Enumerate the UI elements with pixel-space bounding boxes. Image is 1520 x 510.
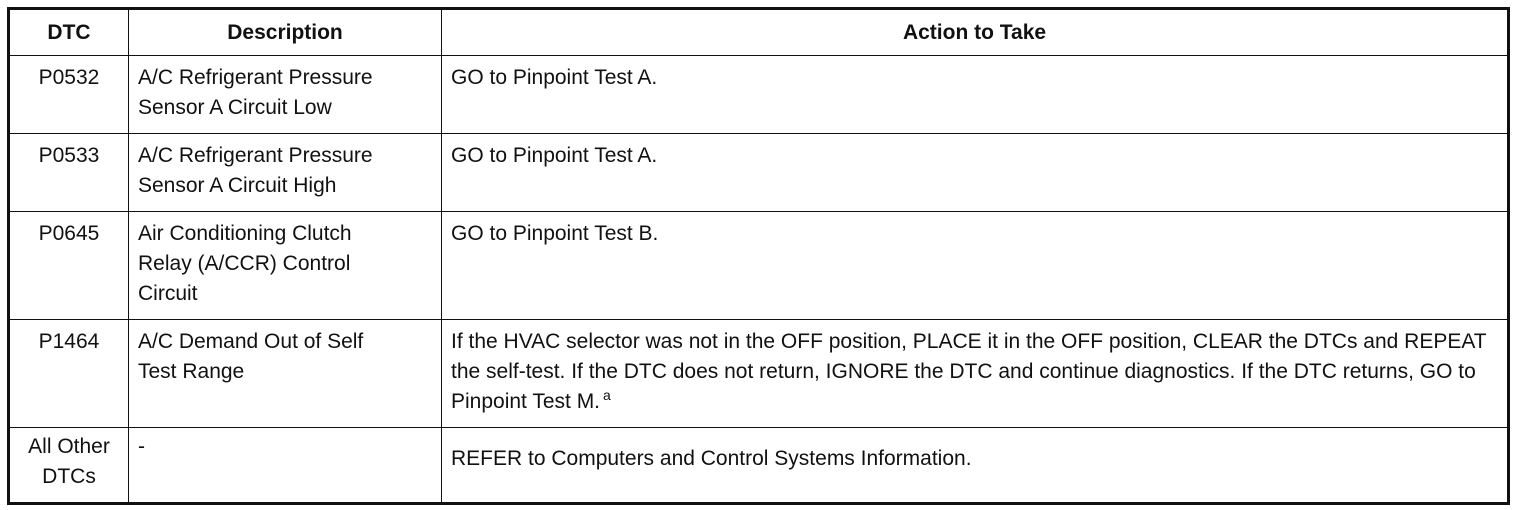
dtc-action: GO to Pinpoint Test A. — [442, 56, 1509, 134]
description-line: A/C Refrigerant Pressure — [138, 144, 373, 167]
dtc-table — [7, 7, 1510, 505]
dtc-description — [129, 320, 442, 428]
table-header-row — [9, 9, 1509, 56]
dtc-code: P0532 — [9, 56, 129, 134]
footnote-marker: a — [603, 387, 611, 403]
dtc-description — [129, 212, 442, 320]
description-line: Sensor A Circuit Low — [138, 96, 332, 119]
action-text: If the HVAC selector was not in the OFF position, PLACE it in the OFF position, CLEAR the DTCs and REPEAT the self-test. If the DTC does not return, IGNORE the DTC and continue diagnostics. If the DTC returns, GO to Pinpoint Test M. — [451, 330, 1487, 413]
dtc-code: P0533 — [9, 134, 129, 212]
dtc-action: GO to Pinpoint Test B. — [442, 212, 1509, 320]
dtc-code-line: DTCs — [42, 465, 96, 488]
table-row — [9, 428, 1509, 504]
dtc-code-line: All Other — [28, 435, 110, 458]
dtc-action: GO to Pinpoint Test A. — [442, 134, 1509, 212]
table-row — [9, 320, 1509, 428]
description-line: Relay (A/CCR) Control — [138, 252, 351, 275]
dtc-description — [129, 428, 442, 504]
description-line: A/C Refrigerant Pressure — [138, 66, 373, 89]
dtc-description — [129, 134, 442, 212]
table-row — [9, 134, 1509, 212]
description-line: - — [138, 435, 145, 458]
header-dtc: DTC — [9, 9, 129, 56]
dtc-code: P0645 — [9, 212, 129, 320]
description-line: Air Conditioning Clutch — [138, 222, 352, 245]
dtc-action — [442, 320, 1509, 428]
header-description: Description — [129, 9, 442, 56]
description-line: Sensor A Circuit High — [138, 174, 337, 197]
table-row — [9, 56, 1509, 134]
table-row — [9, 212, 1509, 320]
dtc-description — [129, 56, 442, 134]
header-action: Action to Take — [442, 9, 1509, 56]
description-line: Test Range — [138, 360, 245, 383]
description-line: Circuit — [138, 282, 198, 305]
dtc-code: P1464 — [9, 320, 129, 428]
dtc-action: REFER to Computers and Control Systems Information. — [442, 428, 1509, 504]
dtc-code — [9, 428, 129, 504]
description-line: A/C Demand Out of Self — [138, 330, 364, 353]
